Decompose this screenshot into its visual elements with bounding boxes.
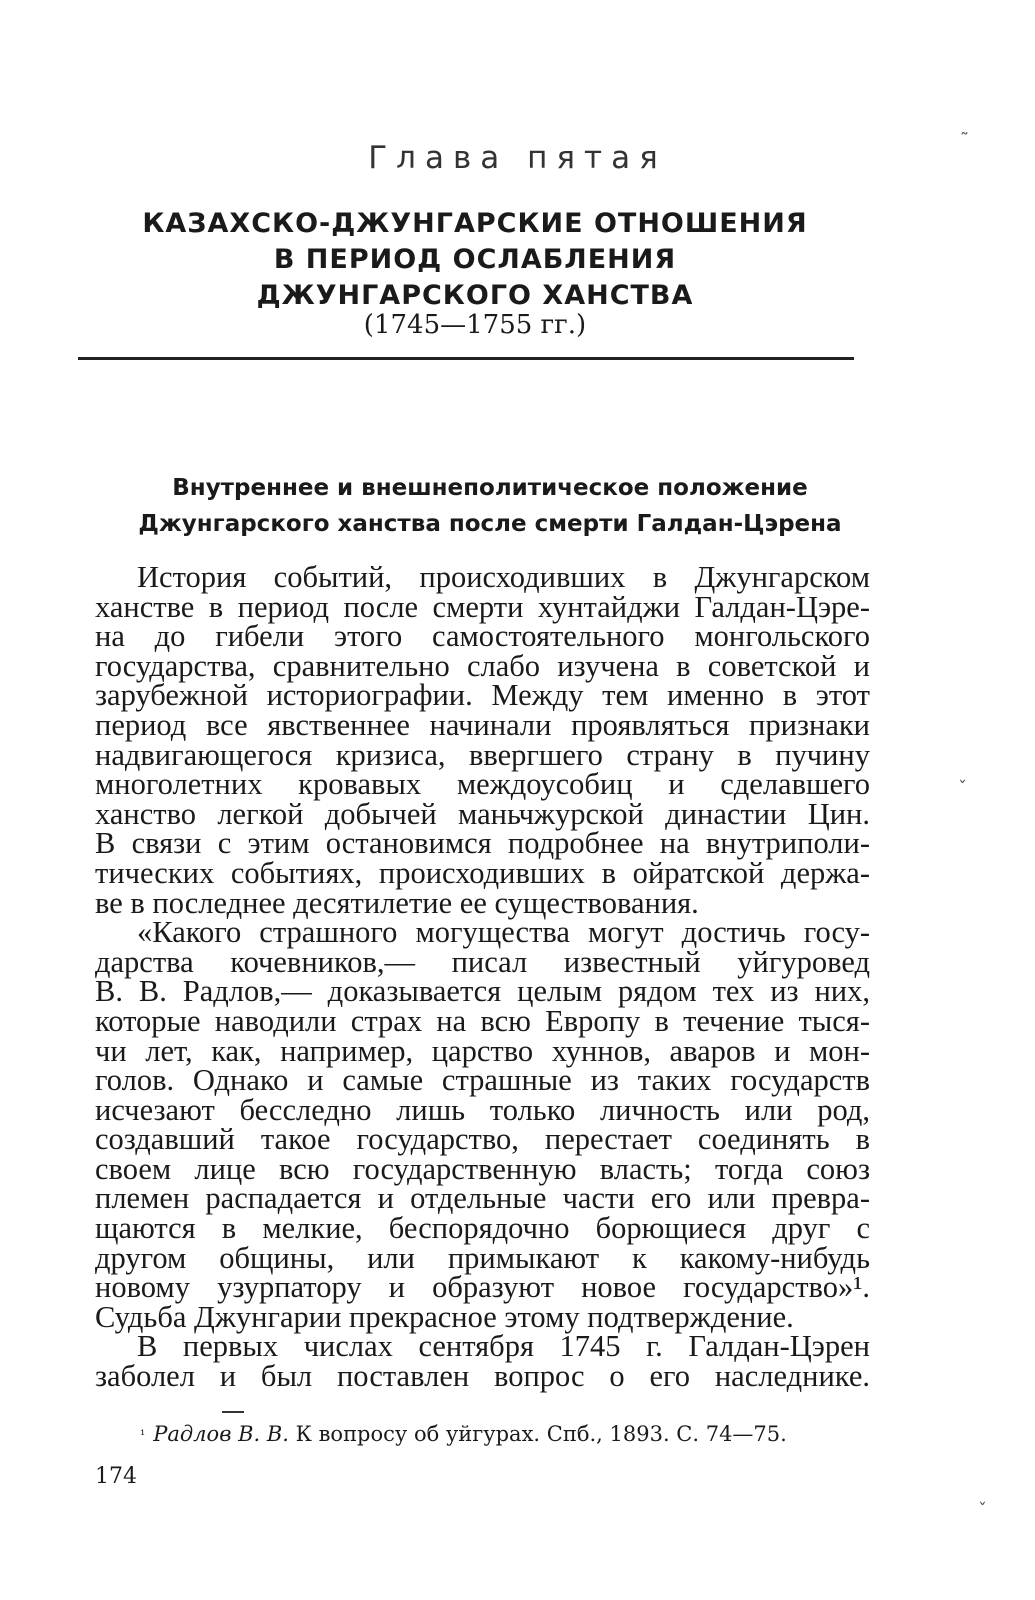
footnote-text: К вопросу об уйгурах. Спб., 1893. С. 74—75. (295, 1422, 787, 1446)
body-line: В связи с этим остановимся подробнее на внутриполи- (95, 826, 870, 861)
body-text (95, 560, 870, 1394)
body-line: создавший такое государство, перестает соединять в (95, 1122, 870, 1157)
body-line: История событий, происходивших в Джунгарском (137, 560, 870, 594)
footnote-mark: ¹ (140, 1428, 146, 1443)
body-line: щаются в мелкие, беспорядочно борющиеся друг с (95, 1211, 870, 1246)
section-heading-line: Внутреннее и внешнеполитическое положение (172, 475, 808, 501)
section-heading (60, 470, 920, 542)
footnote-author: Радлов В. В. (153, 1422, 289, 1446)
body-line: Судьба Джунгарии прекрасное этому подтверждение. (95, 1299, 794, 1334)
chapter-title (60, 206, 890, 314)
body-line: ханстве в период после смерти хунтайджи Галдан-Цэре- (95, 589, 870, 624)
body-line: В. В. Радлов,— доказывается целым рядом тех из них, (95, 974, 870, 1009)
body-line: тических событиях, происходивших в ойратской держа- (95, 855, 870, 890)
body-line: многолетних кровавых междоусобиц и сделавшего (95, 767, 870, 802)
body-line: своем лице всю государственную власть; тогда союз (95, 1151, 870, 1186)
scan-mark: ˜ (960, 130, 969, 151)
body-line: заболел и был поставлен вопрос о его наследнике. (95, 1359, 870, 1394)
body-line: чи лет, как, например, царство хуннов, аваров и мон- (95, 1033, 870, 1068)
body-line: государства, сравнительно слабо изучена в советской и (95, 648, 870, 683)
body-line: на до гибели этого самостоятельного монгольского (95, 619, 870, 654)
chapter-title-line: В ПЕРИОД ОСЛАБЛЕНИЯ (273, 244, 677, 275)
chapter-title-line: КАЗАХСКО-ДЖУНГАРСКИЕ ОТНОШЕНИЯ (142, 208, 808, 239)
chapter-years: (1745—1755 гг.) (363, 310, 587, 340)
body-line: новому узурпатору и образуют новое государство»¹. (95, 1270, 870, 1305)
section-heading-line: Джунгарского ханства после смерти Галдан-Цэрена (138, 511, 842, 537)
body-line: исчезают бесследно лишь только личность или род, (95, 1092, 870, 1127)
body-line: ве в последнее десятилетие ее существования. (95, 885, 699, 920)
page-number: 174 (95, 1464, 137, 1489)
title-divider (78, 357, 854, 360)
body-line: зарубежной историографии. Между тем именно в этот (95, 678, 870, 713)
body-line: ханство легкой добычей маньчжурской династии Цин. (95, 796, 870, 831)
scan-mark: ˇ (958, 778, 967, 799)
body-line: В первых числах сентября 1745 г. Галдан-Цэрен (137, 1329, 870, 1364)
chapter-title-line: ДЖУНГАРСКОГО ХАНСТВА (256, 280, 694, 311)
body-line: другом общины, или примыкают к какому-нибудь (95, 1240, 870, 1275)
body-line: период все явственнее начинали проявляться признаки (95, 707, 870, 742)
footnote-divider (222, 1411, 244, 1413)
chapter-label: Глава пятая (368, 140, 667, 176)
body-line: «Какого страшного могущества могут достичь госу- (137, 915, 870, 950)
body-line: надвигающегося кризиса, ввергшего страну в пучину (95, 737, 870, 772)
body-line: племен распадается и отдельные части его или превра- (95, 1181, 870, 1216)
footnote (140, 1420, 900, 1448)
body-line: дарства кочевников,— писал известный уйгуровед (95, 944, 870, 979)
body-line: которые наводили страх на всю Европу в течение тыся- (95, 1003, 870, 1038)
scan-mark: ˇ (978, 1500, 987, 1521)
body-line: голов. Однако и самые страшные из таких государств (95, 1063, 870, 1098)
